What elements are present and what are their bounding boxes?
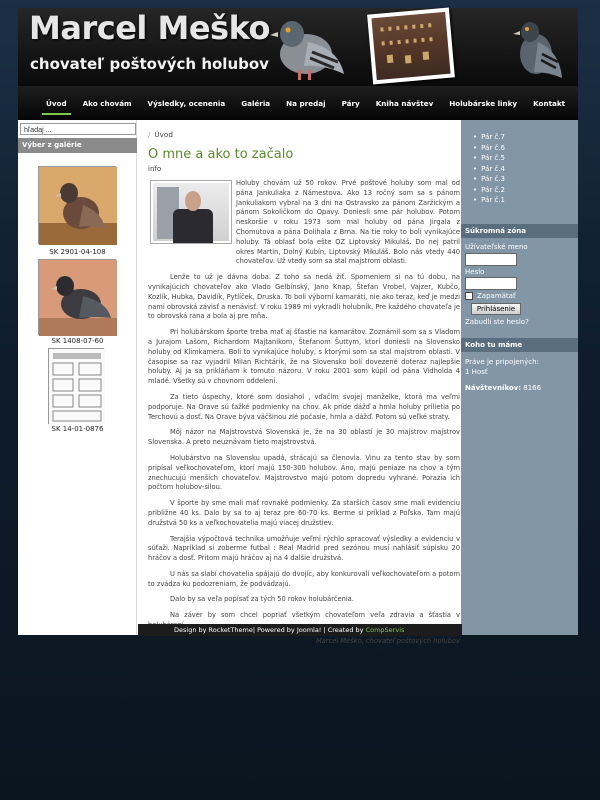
- pair-link[interactable]: • Pár č.6: [473, 143, 505, 154]
- footer-credits: Design by RocketTheme| Powered by Joomla! | Created by: [174, 626, 366, 634]
- username-label: Užívateľské meno: [465, 243, 528, 251]
- nav-item-holubarske-linky[interactable]: Holubárske linky: [449, 98, 518, 108]
- password-label: Heslo: [465, 268, 485, 276]
- breadcrumb-home-link[interactable]: Úvod: [154, 130, 173, 139]
- article-paragraph: Za tieto úspechy, ktoré som dosiahol , vďačím svojej manželke, ktorá ma veľmi podporuje. Na Orave sú ťažké podmienky na chov. Ak príde dážď a hmla holuby prilietia po Terchovú a dosť. Na Orave býva väčšinou zlé počasie, hmla a dážď. Potom sú veľké straty.: [148, 392, 460, 421]
- gallery-thumbnail[interactable]: [48, 348, 104, 424]
- pair-link[interactable]: • Pár č.4: [473, 164, 505, 175]
- nav-item-pary[interactable]: Páry: [341, 98, 360, 108]
- visitor-label: Návštevníkov:: [465, 384, 521, 392]
- pair-link[interactable]: • Pár č.1: [473, 195, 505, 206]
- nav-item-ako-chovam[interactable]: Ako chovám: [82, 98, 132, 108]
- article-paragraph: U nás sa slabí chovatelia spájajú do dvojíc, aby konkurovali veľkochovateľom a potom to zvádza ku podozreniam, že podvádzajú.: [148, 569, 460, 588]
- remember-checkbox[interactable]: [465, 292, 516, 300]
- nav-item-na-predaj[interactable]: Na predaj: [286, 98, 326, 108]
- article-paragraph: Na záver by som chcel popriať všetkým chovateľom veľa zdravia a šťastia v: [170, 611, 460, 620]
- gallery-thumbnail[interactable]: [38, 166, 116, 244]
- gallery-caption: SK 14-01-0876: [51, 425, 104, 433]
- site-subtitle: chovateľ poštových holubov: [30, 55, 269, 73]
- pigeon-illustration-icon: [508, 16, 568, 82]
- breadcrumb-separator-icon: /: [148, 130, 151, 139]
- pair-link[interactable]: • Pár č.7: [473, 132, 505, 143]
- site-title[interactable]: Marcel Meško: [29, 9, 270, 47]
- login-button[interactable]: Prihlásenie: [471, 303, 521, 315]
- article-body: [148, 179, 460, 653]
- gallery-caption: SK 1408-07-60: [51, 337, 104, 345]
- article-paragraph: Pri holubárskom športe treba mať aj šťastie na kamarátov. Zoznámil som sa s Vladom a Jurajom Lašom, Richardom Majtanikom, Štefanom Šuttym, ktorí doniesli na Slovensko holuby od Klimkamera. Boli to vynikajúce holuby, s ktorými som sa stal majstrom oblasti. V časopise sa raz vyjadril Milan Richtárik, že na Slovensko boli dovezené doteraz najlepšie holuby. Aj ja sa prikláňam k tomuto názoru. V roku 2001 som kúpil od pána Vidholda 4 mladé. Všetky sú v chovnom oddelení.: [148, 328, 460, 386]
- visitor-counter: [465, 384, 541, 392]
- site-footer: [138, 624, 462, 636]
- page-title[interactable]: O mne a ako to začalo: [148, 147, 294, 162]
- footer-link[interactable]: CompServis: [365, 626, 405, 634]
- article-paragraph: Dalo by sa veľa popísať za tých 50 rokov holubárčenia.: [170, 595, 354, 604]
- pedigree-document-icon: [49, 349, 105, 425]
- article-paragraph: Môj názor na Majstrovstvá Slovenská je, že na 30 oblastí je 30 majstrov majstrov Slovenska. A preto neuznávam tieto majstrovstvá.: [148, 428, 460, 447]
- nav-item-kontakt[interactable]: Kontakt: [533, 98, 566, 108]
- page-wrapper: [18, 8, 578, 645]
- article-paragraph: Holubárstvo na Slovensku upadá, strácajú sa členovia. Vinu za tento stav by som pripísal veľkochovateľom, ktorí majú 150-300 holubov. Áno, majú peniaze na chov a tým znechucujú menších chovateľov. Majstrovstvo majú potom dopredu vyhrané. Porazia ich počtom holubov-silou.: [148, 453, 460, 492]
- loft-photo: [367, 8, 455, 85]
- who-is-here-heading: Koho tu máme: [461, 338, 578, 352]
- pair-link[interactable]: • Pár č.2: [473, 185, 505, 196]
- online-guests: 1 Hosť: [465, 368, 488, 376]
- online-users-text: [465, 357, 539, 377]
- main-navigation: [18, 86, 578, 120]
- gallery-caption: SK 2901-04-108: [49, 248, 106, 256]
- author-signature: Marcel Meško, chovateľ poštových holubov: [316, 636, 460, 645]
- right-sidebar: [461, 120, 578, 635]
- online-label: Práve je pripojených:: [465, 358, 539, 366]
- pair-link[interactable]: • Pár č.5: [473, 153, 505, 164]
- pigeon-photo-icon: [39, 167, 117, 245]
- nav-item-galeria[interactable]: Galéria: [241, 98, 271, 108]
- article-paragraph: Lenže to už je dávna doba. Z toho sa nedá žiť. Spomeniem si na tú dobu, na vynikajúcich chovateľov ako Vlado Gelbinský, Jano Knap, Štefan Vrobel, Vajzer, Kubčo, Kozlík, Hubka, Davidík, Pytlíček, Druska. To boli výborní kamaráti, nie ako teraz, keď je medzi nami obrovská závisť a nenávisť. V roku 1989 mi vykradli holubník. Pre každého chovateľa je to obrovská rana a bola aj pre mňa.: [148, 273, 460, 321]
- pigeon-illustration-icon: [268, 12, 348, 84]
- private-zone-heading: Súkromná zóna: [461, 224, 578, 238]
- article-category: info: [148, 165, 162, 173]
- pair-link[interactable]: • Pár č.3: [473, 174, 505, 185]
- gallery-thumbnail[interactable]: [38, 259, 116, 335]
- main-content: [144, 120, 460, 645]
- visitor-count: 8166: [523, 384, 542, 392]
- pigeon-photo-icon: [39, 260, 117, 336]
- checkbox-icon: [465, 292, 473, 300]
- forgot-password-link[interactable]: Zabudli ste heslo?: [465, 318, 529, 326]
- nav-item-kniha-navstev[interactable]: Kniha návštev: [375, 98, 434, 108]
- username-field[interactable]: [465, 253, 517, 266]
- pairs-list: [473, 132, 505, 206]
- article-paragraph: V športe by sme mali mať rovnaké podmienky. Za starších časov sme mali evidenciu približne 40 ks. Dalo by sa to aj teraz pre 60-70 ks. Berme si príklad z Poľska. Tam majú družstvá 50 ks a veľkochovatelia majú viacej družstiev.: [148, 499, 460, 527]
- password-field[interactable]: [465, 277, 517, 290]
- search-input[interactable]: [20, 123, 136, 135]
- site-header: [18, 8, 578, 86]
- gallery-heading: Výber z galérie: [18, 138, 137, 153]
- article-paragraph: Holuby chovám už 50 rokov. Prvé poštové holuby som mal od pána Jankuliaka z Námestova. Ako 13 ročný som sa s pánom Jankuliakom vybral na 3 dni na Ostravsko za pánom Zaržickým a pánom Sokoličkom do Opavy. Doniesli sme pár holubov. Potom neskoršie v roku 1973 som mal holuby od pána Jirgala z Chomutova a pána Dolihala z Brna. Na tie roky to boli vynikajúce holuby. Tá oblasť bola ešte OZ Liptovský Mikuláš. Do nej patril okres Martin, Dolný Kubín, Liptovský Mikuláš. Bolo nás vtedy 440 chovateľov. Už vtedy som sa stal majstrom oblasti.: [236, 179, 460, 266]
- article-paragraph: Terajšia výpočtová technika umožňuje veľmi rýchlo spracovať výsledky a evidenciu v súťaži. Napríklad si zoberme futbal : Real Madrid pred sezónou musí nahlásiť súpisku 20 hráčov a dosť. Pritom majú hráčov aj na 4 dalšie družstvá.: [148, 534, 460, 563]
- remember-label: Zapamätať: [477, 292, 516, 300]
- nav-item-vysledky[interactable]: Výsledky, ocenenia: [147, 98, 226, 108]
- nav-item-uvod[interactable]: Úvod: [46, 96, 67, 111]
- breadcrumb: [148, 130, 173, 139]
- left-sidebar: [18, 120, 137, 635]
